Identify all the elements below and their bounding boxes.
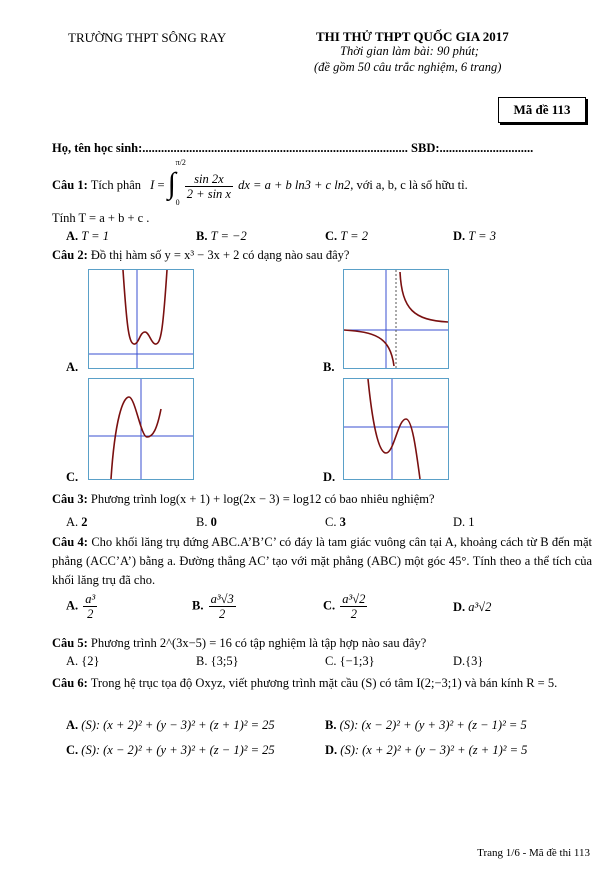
integral-sign: ∫ π/2 0 — [167, 158, 186, 207]
question-label: Câu 4: — [52, 535, 88, 549]
q1-option-a[interactable]: A. T = 1 — [66, 229, 109, 243]
q6-option-a[interactable]: A. (S): (x + 2)² + (y − 3)² + (z + 1)² = 25 — [66, 718, 275, 732]
fraction-denominator: 2 + sin x — [186, 186, 231, 201]
graph-c-plot — [89, 379, 193, 479]
exam-code-box: Mã đề 113 — [498, 97, 586, 123]
q3-option-b[interactable]: B. 0 — [196, 515, 217, 529]
exam-time: Thời gian làm bài: 90 phút; — [340, 44, 479, 58]
exam-note: (đề gồm 50 câu trắc nghiệm, 6 trang) — [314, 60, 502, 74]
question-text: Đồ thị hàm số y = x³ − 3x + 2 có dạng nào sau đây? — [90, 248, 350, 262]
q3-option-d[interactable]: D. 1 — [453, 515, 475, 529]
question-label: Câu 6: — [52, 676, 88, 690]
integral-lower: 0 — [175, 198, 180, 207]
q4-option-b[interactable]: B. $\frac{\text{a³√3}}{2}$ — [192, 592, 234, 621]
question-1-line2: Tính T = a + b + c . — [52, 211, 150, 225]
graph-d[interactable] — [343, 378, 449, 480]
question-text: Phương trình 2^(3x−5) = 16 có tập nghiệm là tập hợp nào sau đây? — [90, 636, 427, 650]
question-label: Câu 3: — [52, 492, 88, 506]
q3-option-c[interactable]: C. 3 — [325, 515, 346, 529]
q5-option-b[interactable]: B. {3;5} — [196, 654, 239, 668]
integral-rest: dx = a + b ln3 + c ln2 — [238, 177, 351, 192]
question-3 — [52, 492, 435, 507]
question-tail: , với a, b, c là số hữu tỉ. — [350, 177, 468, 192]
graph-b-label: B. — [323, 360, 335, 374]
q6-option-c[interactable]: C. (S): (x − 2)² + (y + 3)² + (z − 1)² = 25 — [66, 743, 275, 757]
question-5 — [52, 636, 426, 651]
page-footer: Trang 1/6 - Mã đề thi 113 — [477, 847, 590, 859]
q1-option-c[interactable]: C. T = 2 — [325, 229, 368, 243]
exam-title: THI THỬ THPT QUỐC GIA 2017 — [316, 29, 509, 44]
graph-c[interactable] — [88, 378, 194, 480]
question-text: Cho khối lăng trụ đứng ABC.A’B’C’ có đáy là tam giác vuông cân tại A, khoảng cách từ B đến mặt phẳng (ACC’A’) bằng a. Đường thẳng AC’ tạo với mặt phẳng (ABC) một góc 45°. Tính theo a thể tích của khối lăng trụ đã cho. — [52, 535, 593, 587]
graph-d-label: D. — [323, 470, 336, 484]
graph-a-label: A. — [66, 360, 79, 374]
graph-a-plot — [89, 270, 193, 368]
question-label: Câu 2: — [52, 248, 88, 262]
school-name: TRƯỜNG THPT SÔNG RAY — [68, 30, 227, 45]
integral-fraction — [185, 172, 233, 201]
q1-option-b[interactable]: B. T = −2 — [196, 229, 247, 243]
q4-option-a[interactable]: A. $\frac{\text{a³}}{2}$ — [66, 592, 96, 621]
student-info-line: Họ, tên học sinh:..................................................................................... SBD:.............................. — [52, 141, 534, 155]
question-text: Trong hệ trục tọa độ Oxyz, viết phương trình mặt cầu (S) có tâm I(2;−3;1) và bán kính R = 5. — [90, 676, 558, 690]
question-text: Phương trình log(x + 1) + log(2x − 3) = log12 có bao nhiêu nghiệm? — [90, 492, 435, 506]
q5-option-d[interactable]: D.{3} — [453, 654, 484, 668]
graph-b[interactable] — [343, 269, 449, 369]
question-label: Câu 1: — [52, 177, 88, 192]
fraction-numerator: sin 2x — [185, 172, 233, 187]
question-4 — [52, 533, 592, 590]
graph-c-label: C. — [66, 470, 79, 484]
q6-option-d[interactable]: D. (S): (x + 2)² + (y − 3)² + (z + 1)² = 5 — [325, 743, 528, 757]
graph-b-plot — [344, 270, 448, 368]
graph-d-plot — [344, 379, 448, 479]
q5-option-a[interactable]: A. {2} — [66, 654, 100, 668]
question-6 — [52, 674, 592, 693]
q4-option-d[interactable]: D. a³√2 — [453, 600, 492, 614]
integral-upper: π/2 — [175, 158, 186, 167]
q5-option-c[interactable]: C. {−1;3} — [325, 654, 375, 668]
q4-option-c[interactable]: C. $\frac{\text{a³√2}}{2}$ — [323, 592, 366, 621]
graph-a[interactable] — [88, 269, 194, 369]
question-1: Câu 1: Tích phân I = ∫ π/2 0 $\frac{\sin 2x}{\text{2 + sin x}}$ dx = a + b ln3 + c ln2, với a, b, c là số hữu tỉ. — [52, 158, 468, 207]
question-2 — [52, 248, 349, 263]
question-lead: Tích phân — [90, 177, 142, 192]
question-label: Câu 5: — [52, 636, 88, 650]
q6-option-b[interactable]: B. (S): (x − 2)² + (y + 3)² + (z − 1)² = 5 — [325, 718, 527, 732]
integral-var: I — [150, 177, 155, 192]
q3-option-a[interactable]: A. 2 — [66, 515, 88, 529]
q1-option-d[interactable]: D. T = 3 — [453, 229, 496, 243]
